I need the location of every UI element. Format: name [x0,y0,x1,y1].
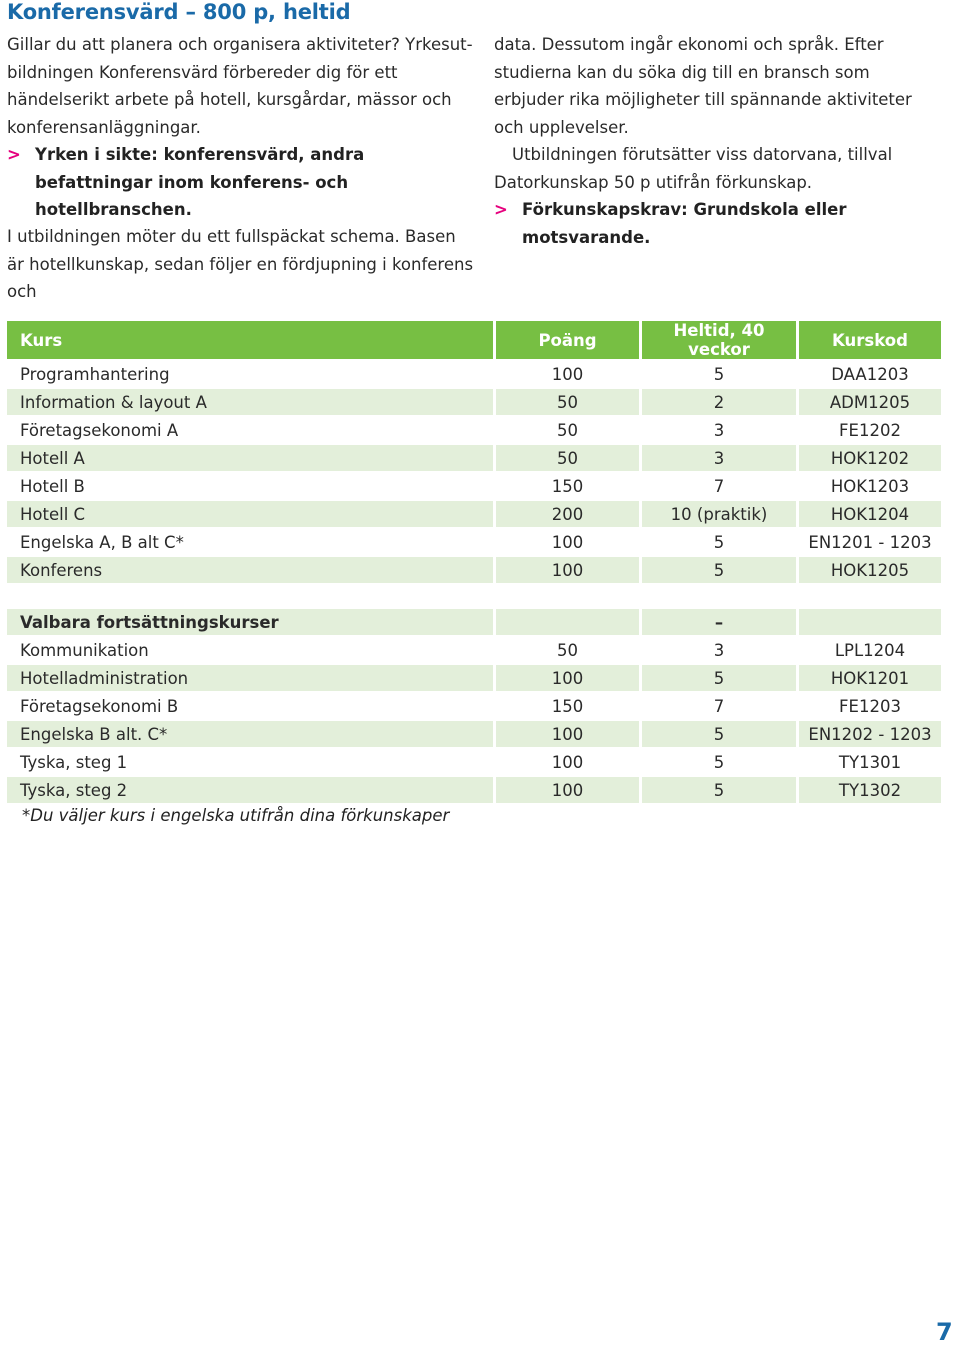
course-name: Företagsekonomi A [7,417,496,443]
course-weeks: 2 [642,389,799,415]
course-name: Tyska, steg 1 [7,749,496,775]
course-points: 50 [496,637,642,663]
course-points: 100 [496,749,642,775]
course-weeks: 3 [642,417,799,443]
course-points: 100 [496,529,642,555]
course-weeks: 5 [642,361,799,387]
course-points: 150 [496,473,642,499]
course-points: 50 [496,417,642,443]
course-points: 150 [496,693,642,719]
course-weeks: 7 [642,473,799,499]
course-weeks: 5 [642,529,799,555]
table-row [7,417,941,443]
table-row [7,557,941,583]
course-name: Hotell C [7,501,496,527]
schedule-paragraph [7,223,477,306]
course-code: HOK1204 [799,501,941,527]
table-row [7,529,941,555]
course-table-header [7,321,941,359]
optional-title: Valbara fortsättningskurser [7,609,496,635]
course-code: HOK1202 [799,445,941,471]
table-row [7,777,941,803]
course-name: Konferens [7,557,496,583]
page-title: Konferensvärd – 800 p, heltid [7,0,351,24]
course-weeks: 3 [642,637,799,663]
table-row [7,721,941,747]
optional-title-row [7,609,941,635]
course-weeks: 10 (praktik) [642,501,799,527]
course-code: DAA1203 [831,364,909,384]
course-weeks: 5 [642,557,799,583]
optional-title-veckor: – [642,609,799,635]
course-name: Hotell B [7,473,496,499]
course-points: 100 [496,557,642,583]
course-weeks: 7 [642,693,799,719]
course-code: HOK1203 [830,476,910,496]
course-weeks: 5 [642,777,799,803]
intro-paragraph: Gillar du att planera och organisera aktiviteter? Yrkesutbildningen Konferensvärd förbereder dig för ett händelserikt arbete på hotell, kursgårdar, mässor och konferensanläggningar. [7,35,473,137]
prerequisite-bullet [494,196,944,251]
course-code: TY1302 [799,777,941,803]
schedule-text: I utbildningen möter du ett fullspäckat schema. Basen är hotellkunskap, sedan följer en fördjupning i konferens och [7,227,474,301]
course-points: 50 [496,389,642,415]
course-code: HOK1205 [799,557,941,583]
course-weeks: 5 [642,749,799,775]
right-column [494,31,944,251]
course-points: 100 [496,721,642,747]
header-heltid: Heltid, 40 veckor [642,321,799,359]
course-code: ADM1205 [799,389,941,415]
header-kurskod: Kurskod [799,321,941,359]
table-row [7,637,941,663]
career-bullet-text: Yrken i sikte: konferensvärd, andra befattningar inom konferens- och hotellbranschen. [35,145,365,219]
arrow-bullet-icon: > [7,145,21,164]
course-name: Engelska A, B alt C* [7,529,496,555]
course-name: Hotell A [7,445,496,471]
page-number: 7 [936,1318,953,1346]
optional-title-poang [496,609,642,635]
continuation-paragraph: data. Dessutom ingår ekonomi och språk. Efter studierna kan du söka dig till en bransch som erbjuder rika möjligheter till spännande aktiviteter och upplevelser. [494,35,912,137]
course-name: Hotelladministration [7,665,496,691]
course-code: EN1201 - 1203 [808,532,932,552]
footnote: *Du väljer kurs i engelska utifrån dina förkunskaper [22,806,450,825]
prerequisite-bullet-text: Förkunskapskrav: Grundskola eller motsvarande. [522,200,847,247]
course-code: TY1301 [838,752,902,772]
career-bullet [7,141,477,224]
requirements-paragraph: Utbildningen förutsätter viss datorvana, tillval Datorkunskap 50 p utifrån förkunskap. [494,145,893,192]
course-points: 200 [496,501,642,527]
course-weeks: 5 [642,665,799,691]
course-points: 100 [496,665,642,691]
table-row [7,389,941,415]
table-row [7,693,941,719]
course-name: Tyska, steg 2 [7,777,496,803]
course-code: FE1202 [839,420,901,440]
course-weeks: 3 [642,445,799,471]
header-kurs: Kurs [7,321,496,359]
course-name: Engelska B alt. C* [7,721,496,747]
table-row [7,749,941,775]
course-code: HOK1201 [799,665,941,691]
course-points: 100 [496,361,642,387]
course-name: Kommunikation [7,637,496,663]
course-name: Information & layout A [7,389,496,415]
arrow-bullet-icon: > [494,200,508,219]
course-code: LPL1204 [834,640,906,660]
table-row [7,473,941,499]
table-row [7,501,941,527]
course-code: EN1202 - 1203 [799,721,941,747]
course-weeks: 5 [642,721,799,747]
course-code: FE1203 [839,696,901,716]
course-table [7,319,941,585]
left-column [7,31,477,224]
table-row [7,665,941,691]
course-name: Programhantering [7,361,496,387]
table-row [7,445,941,471]
optional-course-table [7,607,941,805]
header-poang: Poäng [496,321,642,359]
optional-title-kod [799,609,941,635]
course-points: 100 [496,777,642,803]
table-row [7,361,941,387]
course-name: Företagsekonomi B [7,693,496,719]
course-points: 50 [496,445,642,471]
